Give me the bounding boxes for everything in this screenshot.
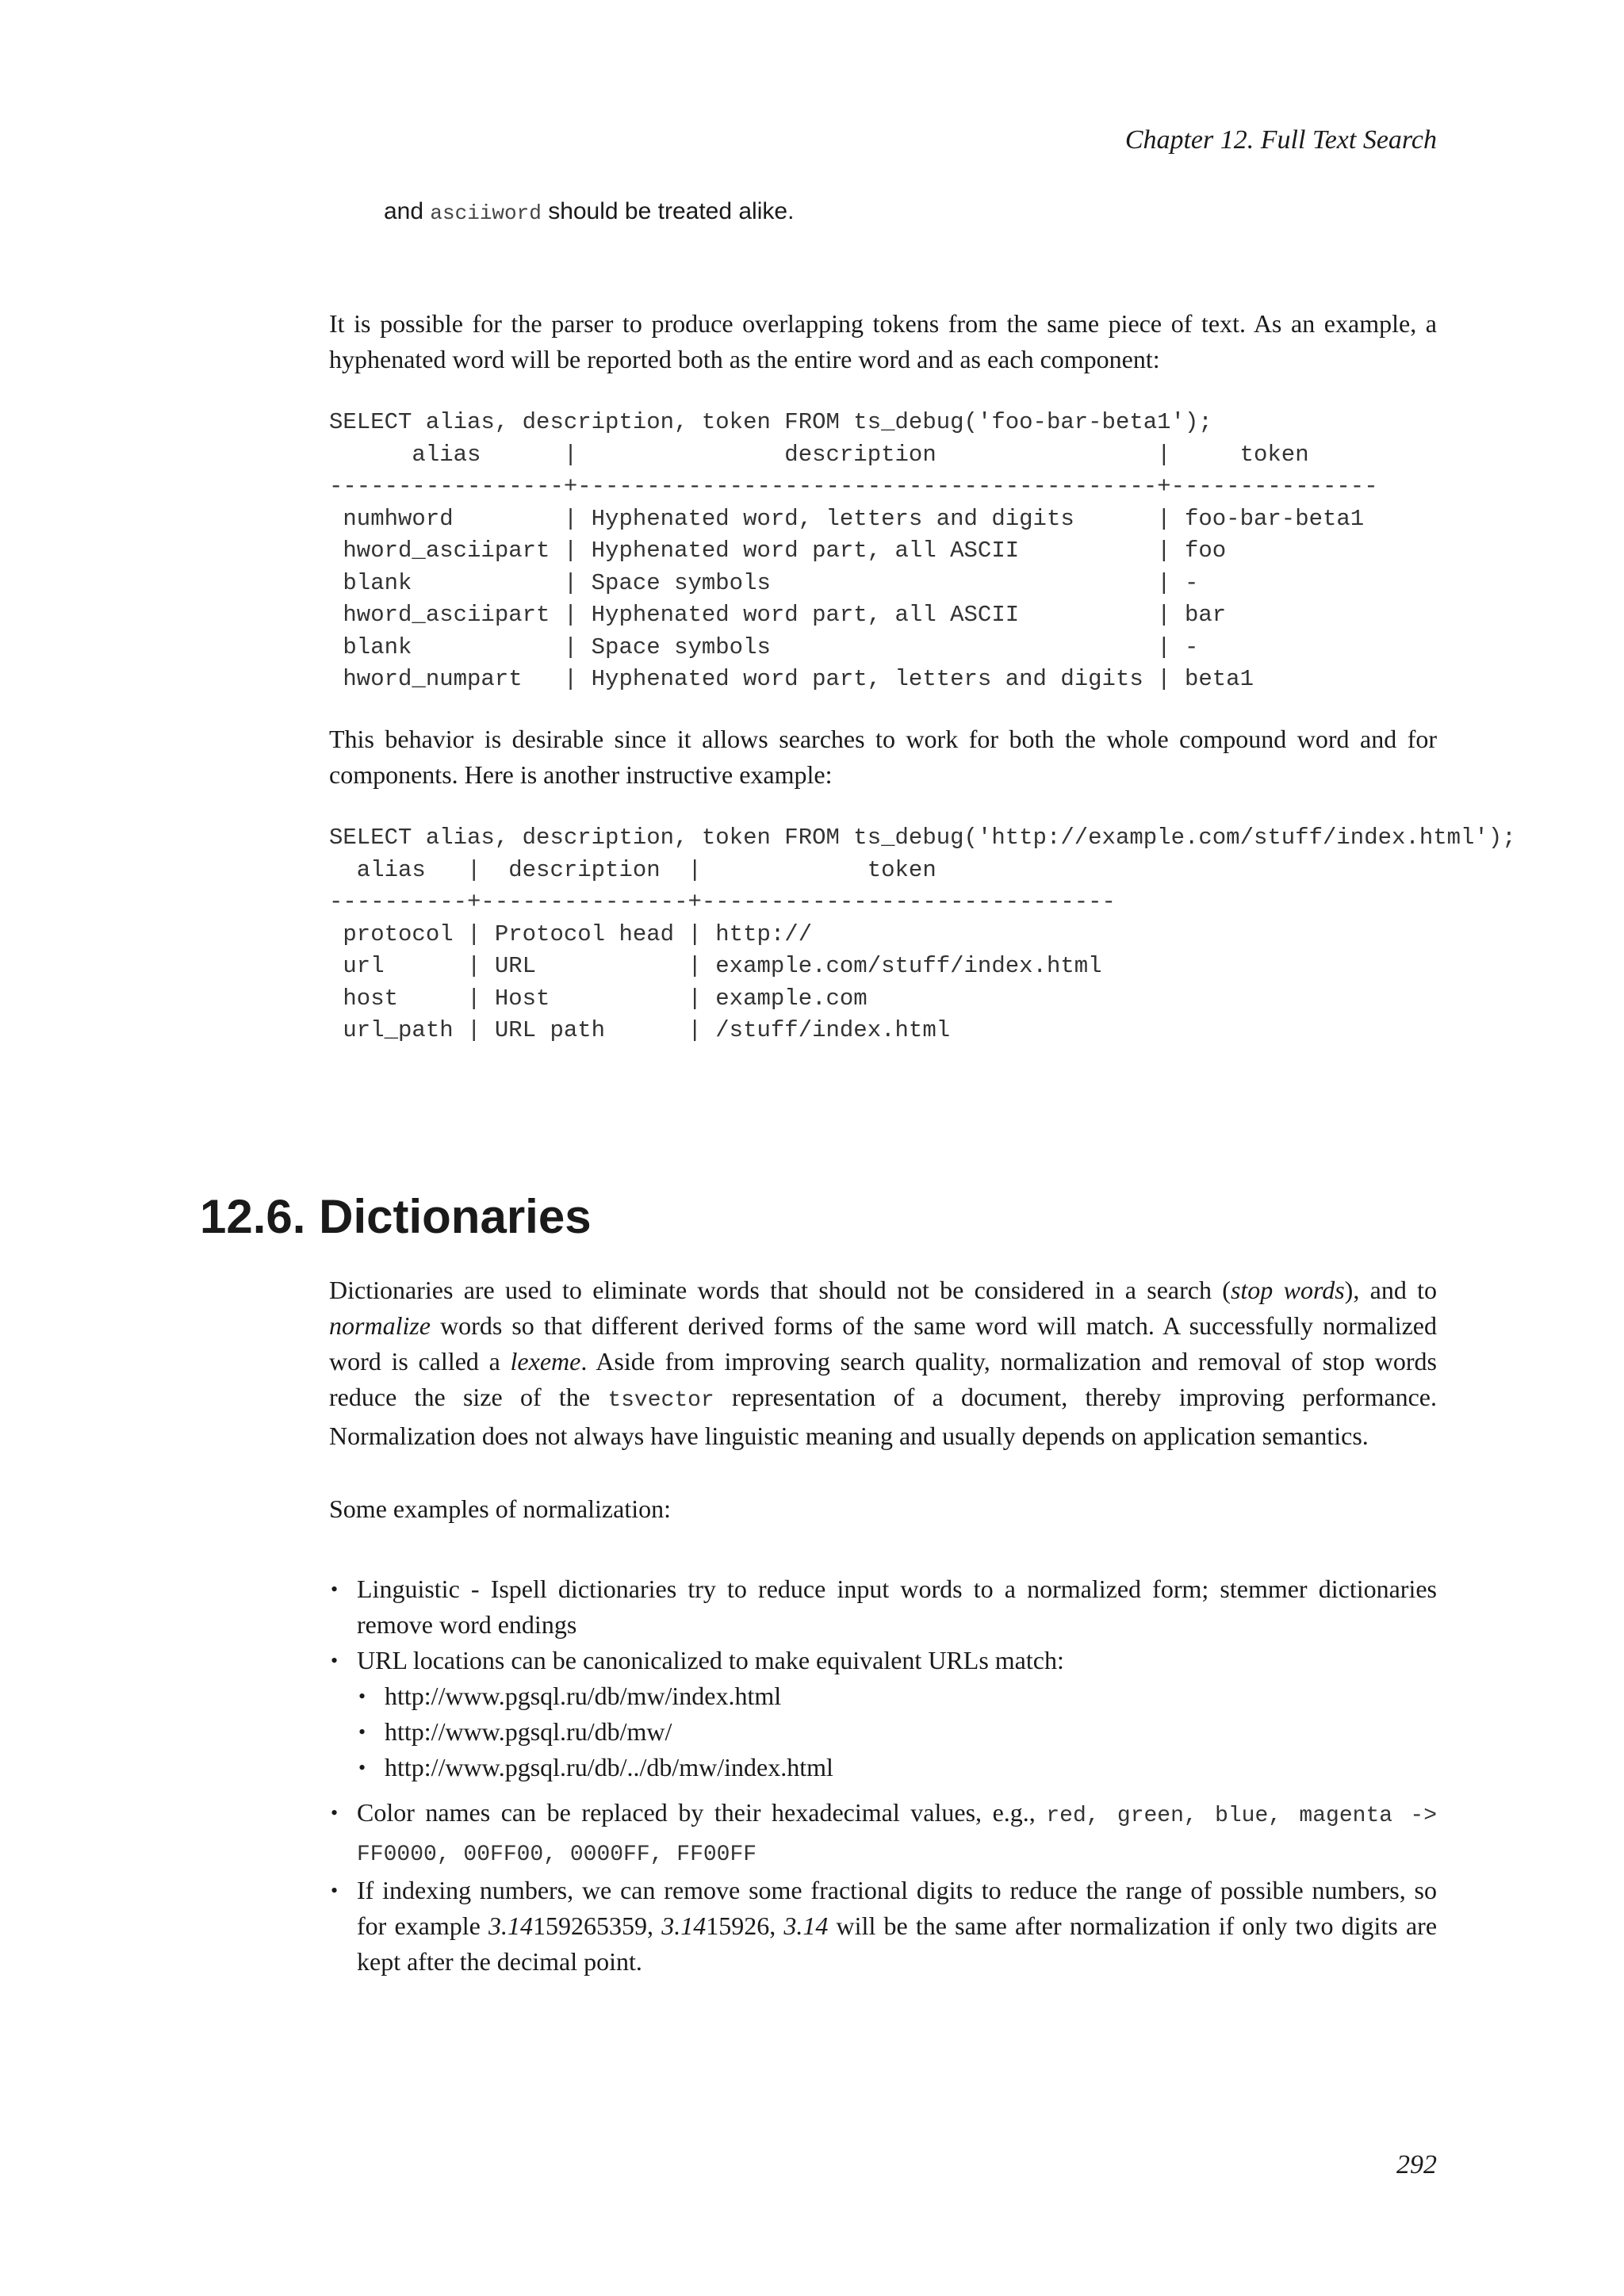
text-run: 15926, — [706, 1911, 784, 1940]
text-run: Dictionaries are used to eliminate words that should not be considered in a search ( — [329, 1276, 1231, 1304]
sub-list-item: • http://www.pgsql.ru/db/../db/mw/index.html — [357, 1750, 1437, 1785]
text-run: 159265359, — [533, 1911, 662, 1940]
continuation-suffix: should be treated alike. — [548, 198, 795, 224]
continuation-prefix: and — [384, 198, 424, 224]
running-header: Chapter 12. Full Text Search — [1124, 125, 1437, 155]
number-emphasis: 3.14 — [488, 1911, 534, 1940]
list-item-text: Color names can be replaced by their hexadecimal values, e.g., — [357, 1798, 1047, 1827]
term-lexeme: lexeme — [510, 1347, 581, 1376]
text-run: If indexing numbers, we can remove some fractional digits to reduce the range of possible numbers, so for example — [357, 1876, 1437, 1940]
inline-code-color-values: red, green, blue, magenta -> FF0000, 00FF00, 0000FF, FF00FF — [357, 1804, 1437, 1867]
text-run: ), and to — [1344, 1276, 1438, 1304]
normalization-examples-list — [329, 1571, 1437, 1980]
paragraph-desirable-behavior: This behavior is desirable since it allows searches to work for both the whole compound word and for components. Here is another instructive example: — [329, 725, 1437, 789]
term-normalize: normalize — [329, 1311, 431, 1340]
paragraph-overlapping-tokens: It is possible for the parser to produce overlapping tokens from the same piece of text. As an example, a hyphenated word will be reported both as the entire word and as each component: — [329, 309, 1437, 373]
page-number: 292 — [1396, 2150, 1437, 2179]
sub-list-item: • http://www.pgsql.ru/db/mw/index.html — [357, 1678, 1437, 1714]
list-item-numbers — [329, 1873, 1437, 1980]
text-run: representation of a document, thereby improving performance. Normalization does not always have linguistic meaning and usually depends on application semantics. — [329, 1383, 1438, 1450]
continuation-line — [384, 198, 794, 225]
term-stop-words: stop words — [1230, 1276, 1345, 1304]
section-heading — [200, 1189, 592, 1244]
list-item-text: URL locations can be canonicalized to make equivalent URLs match: — [357, 1646, 1064, 1674]
sub-list-item: • http://www.pgsql.ru/db/mw/ — [357, 1714, 1437, 1750]
url-examples-sublist — [357, 1678, 1437, 1785]
paragraph-dictionaries — [329, 1272, 1437, 1454]
text-run: will be the same after normalization if only two digits are kept after the decimal point. — [357, 1911, 1438, 1976]
list-item-linguistic — [329, 1571, 1437, 1643]
section-number: 12.6. — [200, 1190, 306, 1243]
paragraph-examples-intro: Some examples of normalization: — [329, 1494, 671, 1523]
list-item-url — [329, 1643, 1437, 1785]
list-item-color-names — [329, 1795, 1437, 1873]
code-example-ts-debug-url: SELECT alias, description, token FROM ts_debug('http://example.com/stuff/index.html'); alias | description | token ----------+---------------+------------------------------ protocol | Protocol head | http:// url | URL | example.com/stuff/index.html host | Host | example.com url_path | URL path | /stuff/index.html — [329, 825, 1516, 1043]
section-title: Dictionaries — [319, 1190, 592, 1243]
text-run: . Aside from improving search quality, normalization and removal of stop words reduce the size of the — [329, 1347, 1438, 1411]
list-item-text: Linguistic - Ispell dictionaries try to reduce input words to a normalized form; stemmer dictionaries remove word endings — [357, 1575, 1437, 1639]
number-emphasis: 3.14 — [661, 1911, 707, 1940]
code-example-ts-debug-hyphen: SELECT alias, description, token FROM ts_debug('foo-bar-beta1'); alias | description | token -----------------+------------------------------------------+--------------- numhword | Hyphenated word, letters and digits | foo-bar-beta1 hword_asciipart | Hyphenated word part, all ASCII | foo blank | Space symbols | - hword_asciipart | Hyphenated word part, all ASCII | bar blank | Space symbols | - hword_numpart | Hyphenated word part, letters and digits | beta1 — [329, 409, 1378, 692]
inline-code-tsvector: tsvector — [607, 1388, 714, 1413]
number-emphasis: 3.14 — [783, 1911, 829, 1940]
inline-code-asciiword: asciiword — [430, 201, 542, 225]
text-run: words so that different derived forms of the same word will match. A successfully normalized word is called a — [329, 1311, 1437, 1376]
